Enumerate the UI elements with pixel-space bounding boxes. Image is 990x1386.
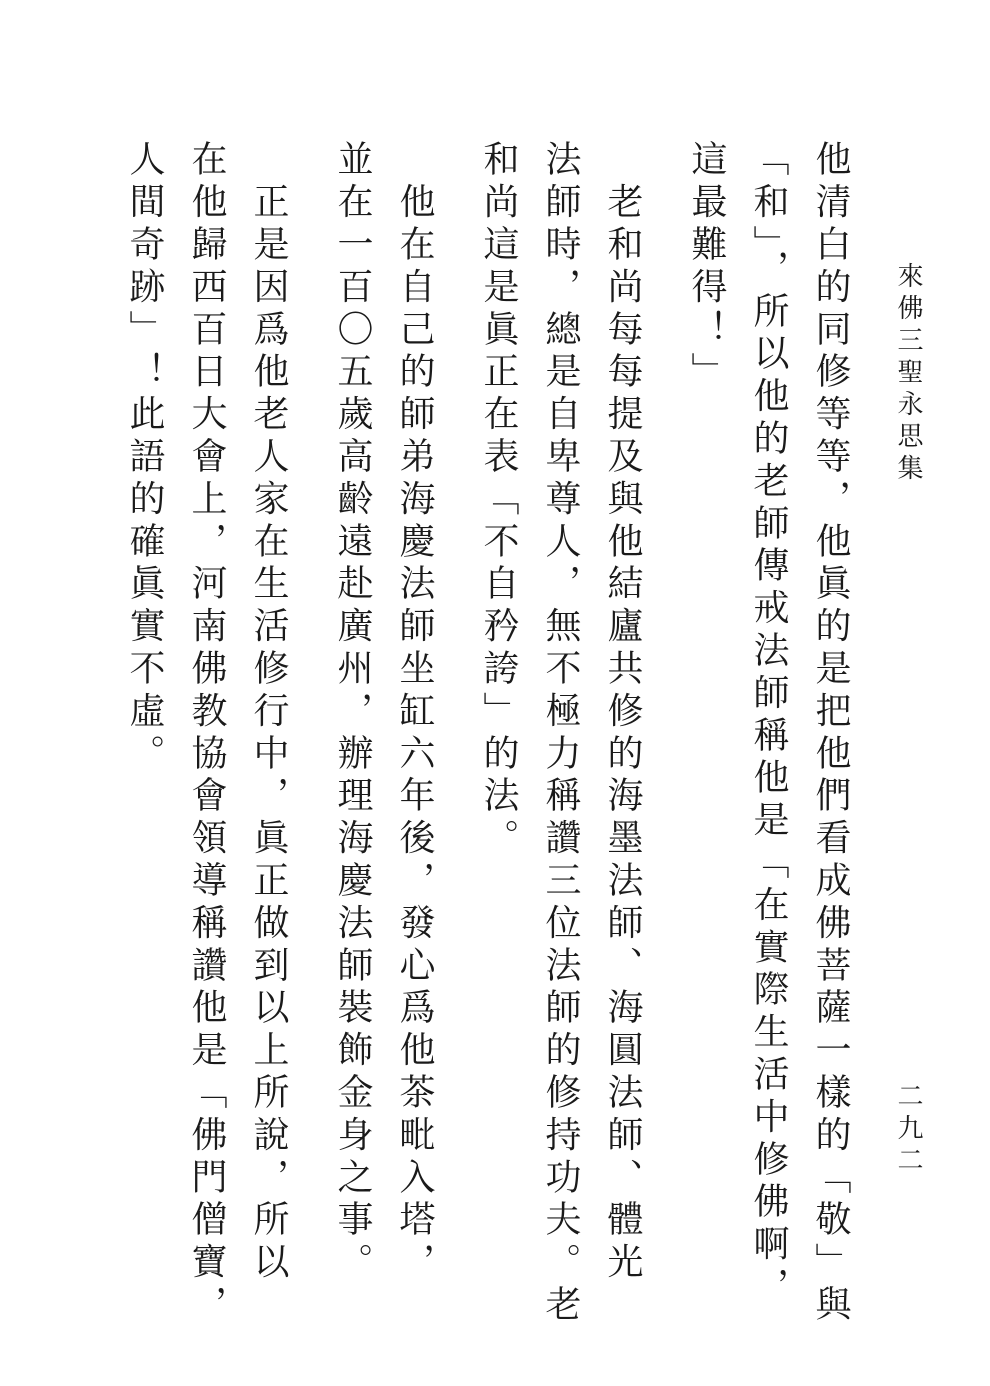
running-title: 來佛三聖永思集 xyxy=(893,262,923,486)
text-column: 他清白的同修等等，他眞的是把他們看成佛菩薩一樣的「敬」與 xyxy=(810,140,851,1328)
text-column: 在他歸西百日大會上，河南佛教協會領導稱讚他是「佛門僧寶， xyxy=(186,140,227,1328)
text-column: 和尚這是眞正在表「不自矜誇」的法。 xyxy=(478,140,519,861)
text-column: 他在自己的師弟海慶法師坐缸六年後，發心爲他茶毗入塔， xyxy=(394,140,435,1285)
text-column: 人間奇跡」！此語的確眞實不虛。 xyxy=(124,140,165,776)
text-column: 這最難得！」 xyxy=(686,140,727,395)
page-number: 二九二 xyxy=(893,1082,923,1178)
text-column: 老和尚每每提及與他結廬共修的海墨法師、海圓法師、體光 xyxy=(602,140,643,1285)
text-column: 正是因爲他老人家在生活修行中，眞正做到以上所說，所以 xyxy=(248,140,289,1285)
text-column: 「和」，所以他的老師傳戒法師稱他是「在實際生活中修佛啊， xyxy=(748,140,789,1310)
text-column: 並在一百〇五歲高齡遠赴廣州，辦理海慶法師裝飾金身之事。 xyxy=(332,140,373,1285)
text-column: 法師時，總是自卑尊人，無不極力稱讚三位法師的修持功夫。老 xyxy=(540,140,581,1328)
